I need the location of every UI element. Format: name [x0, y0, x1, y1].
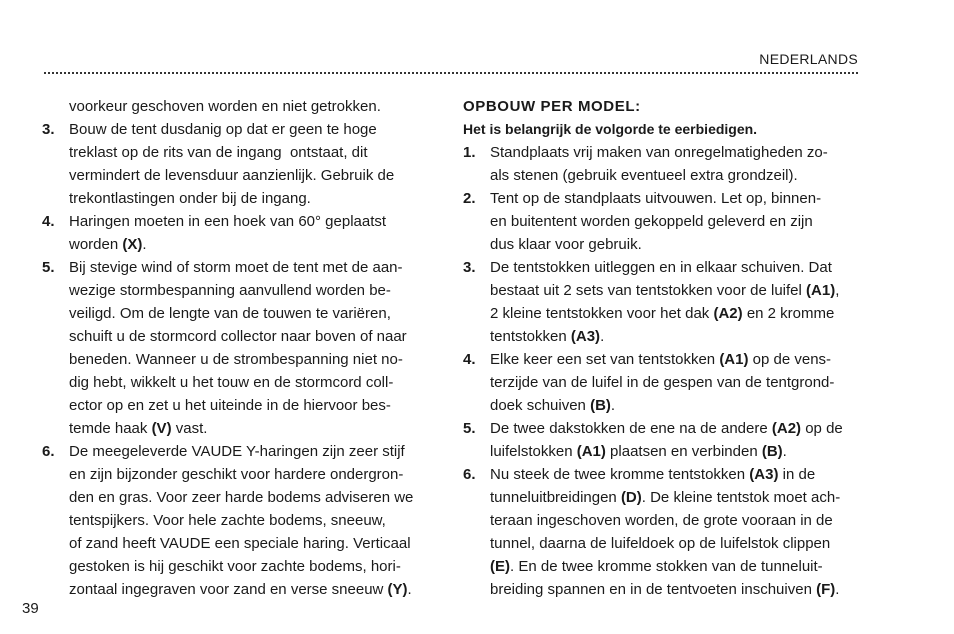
item-number: 2. — [463, 190, 476, 207]
item-text: De meegeleverde VAUDE Y-haringen zijn zeer stijf en zijn bijzonder geschikt voor hardere ondergron- den en gras. Voor zeer harde bodems adviseren we tentspijkers. Voor hele zachte bodems, sneeuw, of zand heeft VAUDE een speciale haring. Verticaal gestoken is hij geschikt voor zachte bodems, hori- zontaal ingegraven voor zand en verse sneeuw (Y). — [69, 443, 414, 598]
dotted-divider — [44, 72, 858, 74]
item-text: Haringen moeten in een hoek van 60° geplaatst worden (X). — [69, 213, 387, 253]
list-item — [463, 348, 873, 417]
item-text: Elke keer een set van tentstokken (A1) op de vens- terzijde van de luifel in de gespen van de tentgrond- doek schuiven (B). — [490, 351, 835, 414]
page-number: 39 — [22, 600, 39, 617]
list-item — [463, 417, 873, 463]
list-item — [42, 118, 442, 210]
left-instruction-list — [42, 118, 442, 601]
item-number: 6. — [42, 443, 55, 460]
item-number: 1. — [463, 144, 476, 161]
section-heading: OPBOUW PER MODEL: — [463, 98, 641, 115]
item-number: 3. — [42, 121, 55, 138]
list-item — [463, 463, 873, 601]
item-text: Tent op de standplaats uitvouwen. Let op, binnen- en buitentent worden gekoppeld geleverd en zijn dus klaar voor gebruik. — [490, 190, 822, 253]
item-number: 6. — [463, 466, 476, 483]
item-text: De tentstokken uitleggen en in elkaar schuiven. Dat bestaat uit 2 sets van tentstokken voor de luifel (A1), 2 kleine tentstokken voor het dak (A2) en 2 kromme tentstokken (A3). — [490, 259, 840, 345]
list-item — [463, 141, 873, 187]
item-text: Bij stevige wind of storm moet de tent met de aan- wezige stormbespanning aanvullend worden be- veiligd. Om de lengte van de touwen te variëren, schuift u de stormcord collector naar boven of naar beneden. Wanneer u de strombespanning niet no- dig hebt, wikkelt u het touw en de stormcord coll- ector op en zet u het uiteinde in de hiervoor bes- temde haak (V) vast. — [69, 259, 407, 437]
language-label: NEDERLANDS — [759, 51, 858, 67]
list-item — [463, 256, 873, 348]
item-text: Standplaats vrij maken van onregelmatigheden zo- als stenen (gebruik eventueel extra grondzeil). — [490, 144, 828, 184]
list-item — [42, 256, 442, 440]
item-text: Nu steek de twee kromme tentstokken (A3) in de tunneluitbreidingen (D). De kleine tentstok moet ach- teraan ingeschoven worden, de grote vooraan in de tunnel, daarna de luifeldoek op de luifelstok clippen (E). En de twee kromme stokken van de tunneluit- breiding spannen en in de tentvoeten inschuiven (F). — [490, 466, 841, 598]
item-number: 4. — [463, 351, 476, 368]
left-column — [42, 95, 442, 601]
right-instruction-list — [463, 141, 873, 601]
item-number: 5. — [42, 259, 55, 276]
item-text: Bouw de tent dusdanig op dat er geen te hoge treklast op de rits van de ingang ontstaat, dit vermindert de levensduur aanzienlijk. Gebruik de trekontlastingen onder bij de ingang. — [69, 121, 395, 207]
list-item — [42, 440, 442, 601]
item-number: 4. — [42, 213, 55, 230]
continuation-text: voorkeur geschoven worden en niet getrokken. — [69, 98, 381, 115]
item-number: 5. — [463, 420, 476, 437]
right-column — [463, 95, 873, 601]
section-subheading: Het is belangrijk de volgorde te eerbiedigen. — [463, 121, 758, 137]
item-number: 3. — [463, 259, 476, 276]
list-item — [463, 187, 873, 256]
list-item — [42, 210, 442, 256]
item-text: De twee dakstokken de ene na de andere (A2) op de luifelstokken (A1) plaatsen en verbinden (B). — [490, 420, 843, 460]
